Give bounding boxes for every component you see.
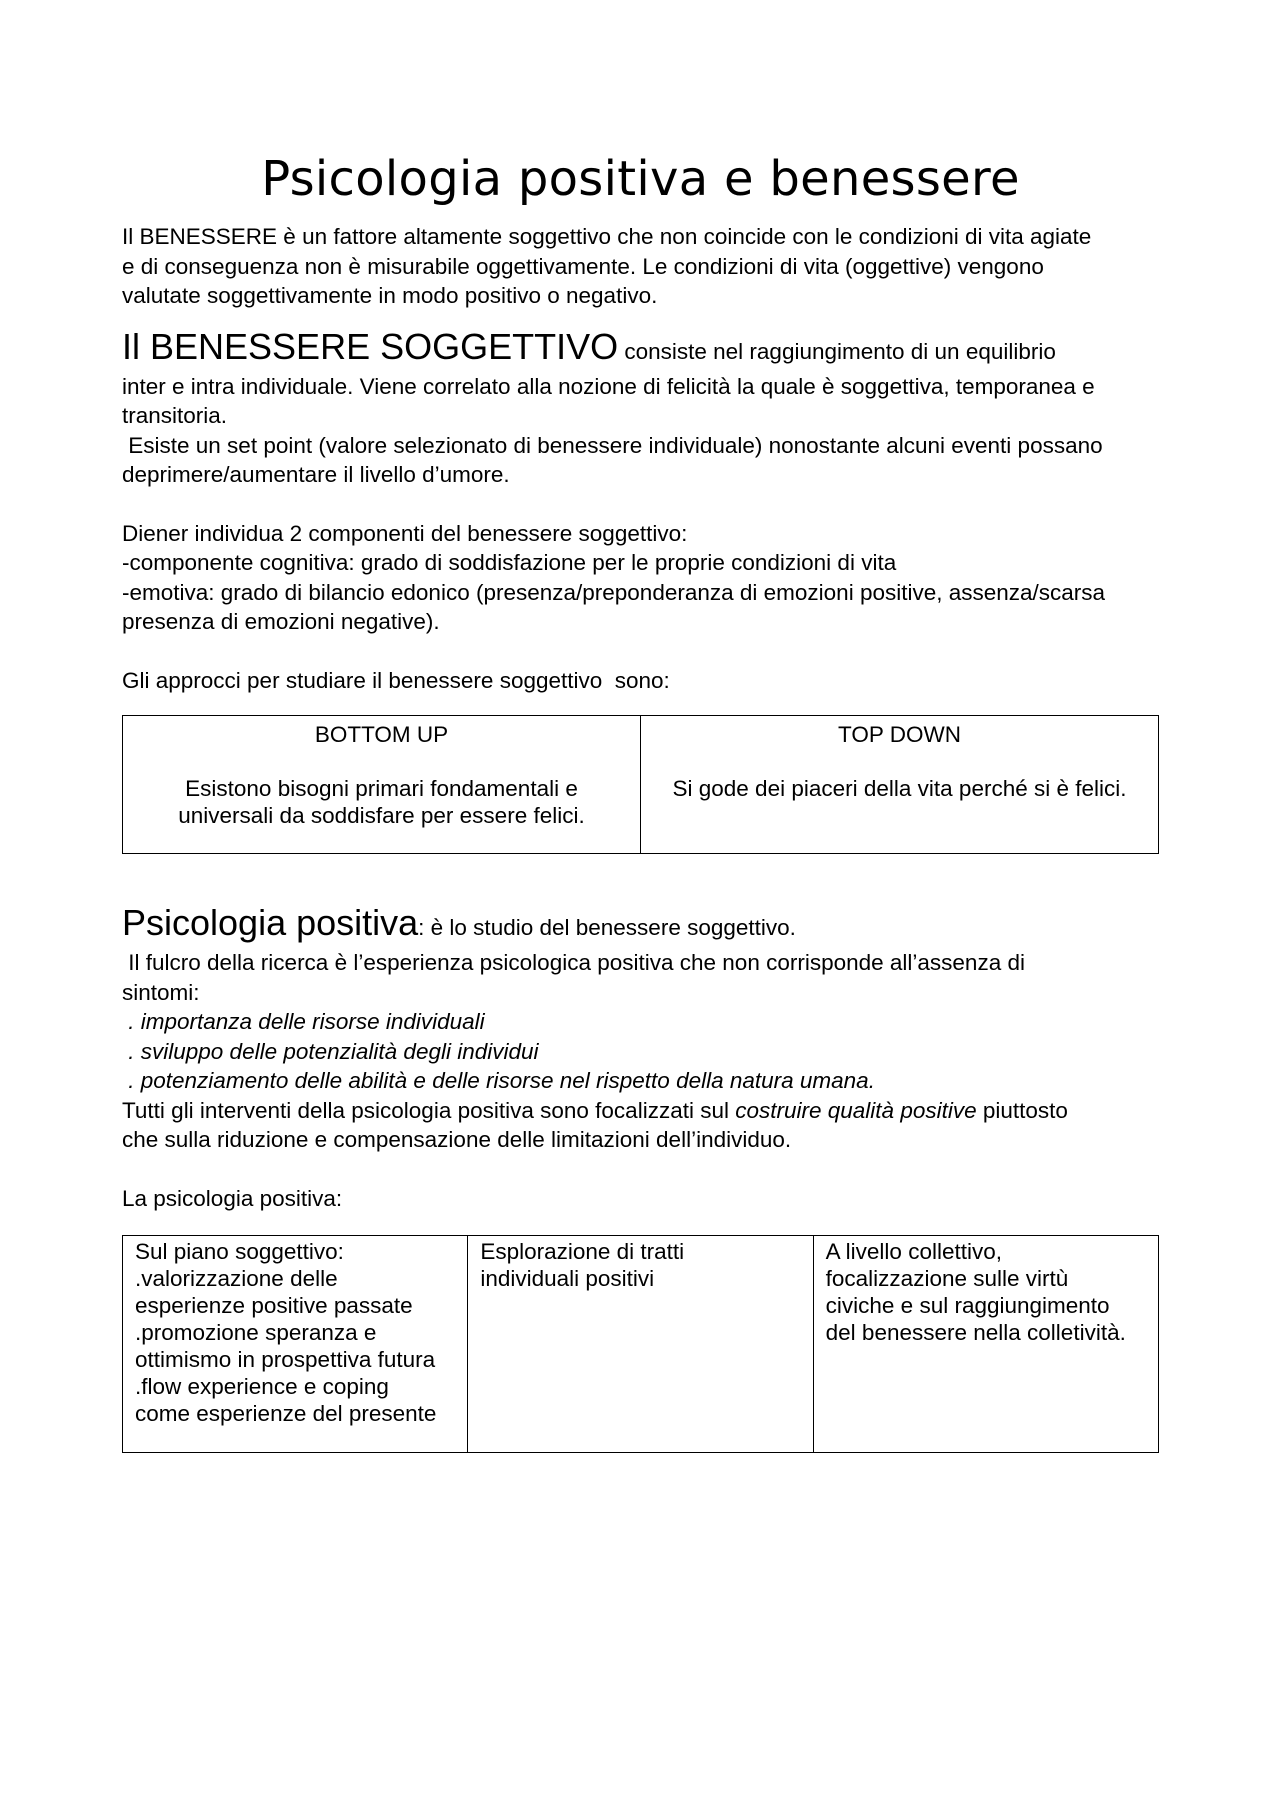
bullet-item: . potenziamento delle abilità e delle risorse nel rispetto della natura umana. [122, 1068, 875, 1093]
bullet-item: . sviluppo delle potenzialità degli individui [122, 1038, 539, 1064]
body-line: Esiste un set point (valore selezionato di benessere individuale) nonostante alcuni eventi possano [122, 432, 1103, 458]
body-line: deprimere/aumentare il livello d’umore. [122, 462, 510, 487]
page-title: Psicologia positiva e benessere [261, 151, 1020, 207]
body-line: Il fulcro della ricerca è l’esperienza psicologica positiva che non corrisponde all’assenza di [122, 950, 1025, 975]
section-heading-line [122, 904, 1159, 948]
cell-line: .valorizzazione delle [135, 1266, 338, 1291]
diener-line: presenza di emozioni negative). [122, 609, 440, 634]
levels-table [122, 1235, 1159, 1453]
collective-level-cell [813, 1236, 1158, 1453]
intro-line: e di conseguenza non è misurabile oggettivamente. Le condizioni di vita (oggettive) vengono [122, 253, 1044, 279]
cell-line: come esperienze del presente [135, 1401, 437, 1426]
bullet-item: . importanza delle risorse individuali [122, 1009, 485, 1034]
cell-line: .promozione speranza e [135, 1320, 377, 1345]
intro-line: Il BENESSERE è un fattore altamente soggettivo che non coincide con le condizioni di vita agiate [122, 224, 1092, 249]
section-heading-line [122, 325, 1159, 372]
interventions-emphasis: costruire qualità positive [735, 1097, 977, 1123]
cell-line: A livello collettivo, [825, 1239, 1002, 1264]
cell-line: Esplorazione di tratti [480, 1239, 685, 1264]
interventions-line [122, 1096, 1159, 1126]
bottom-up-text: universali da soddisfare per essere felici. [178, 803, 585, 828]
levels-intro: La psicologia positiva: [122, 1185, 343, 1211]
section-benessere-soggettivo [122, 325, 1159, 696]
individual-level-cell [468, 1236, 813, 1453]
bottom-up-cell [123, 716, 641, 854]
interventions-text: piuttosto [976, 1097, 1068, 1123]
cell-line: Sul piano soggettivo: [135, 1239, 344, 1264]
cell-line: focalizzazione sulle virtù [825, 1266, 1069, 1291]
cell-line: .flow experience e coping [135, 1374, 389, 1399]
intro-line: valutate soggettivamente in modo positivo o negativo. [122, 283, 658, 308]
section-heading-tail: : è lo studio del benessere soggettivo. [418, 915, 796, 940]
diener-line: -componente cognitiva: grado di soddisfazione per le proprie condizioni di vita [122, 550, 897, 575]
cell-line: civiche e sul raggiungimento [825, 1293, 1110, 1318]
top-down-text: Si gode dei piaceri della vita perché si è felici. [672, 776, 1127, 801]
body-line: transitoria. [122, 403, 228, 428]
section-psicologia-positiva [122, 904, 1159, 1213]
section-heading: Psicologia positiva [122, 902, 419, 943]
bottom-up-text: Esistono bisogni primari fondamentali e [185, 776, 578, 801]
diener-line: Diener individua 2 componenti del benessere soggettivo: [122, 520, 688, 546]
subjective-level-cell [123, 1236, 468, 1453]
body-line: inter e intra individuale. Viene correlato alla nozione di felicità la quale è soggettiva, temporanea e [122, 373, 1095, 399]
interventions-line: che sulla riduzione e compensazione delle limitazioni dell’individuo. [122, 1127, 792, 1152]
approaches-intro: Gli approcci per studiare il benessere soggettivo sono: [122, 667, 670, 693]
cell-line: ottimismo in prospettiva futura [135, 1347, 436, 1372]
top-down-header: TOP DOWN [838, 722, 961, 747]
section-heading-tail: consiste nel raggiungimento di un equilibrio [618, 338, 1056, 364]
diener-line: -emotiva: grado di bilancio edonico (presenza/preponderanza di emozioni positive, assenza/scarsa [122, 579, 1106, 605]
interventions-text: Tutti gli interventi della psicologia positiva sono focalizzati sul [122, 1097, 736, 1123]
top-down-cell [641, 716, 1159, 854]
bottom-up-header: BOTTOM UP [314, 722, 449, 747]
section-heading: Il BENESSERE SOGGETTIVO [122, 325, 619, 367]
cell-line: esperienze positive passate [135, 1293, 413, 1318]
approaches-table [122, 715, 1159, 854]
cell-line: del benessere nella colletività. [825, 1320, 1126, 1345]
intro-paragraph [122, 222, 1159, 311]
cell-line: individuali positivi [480, 1266, 655, 1291]
body-line: sintomi: [122, 979, 200, 1005]
